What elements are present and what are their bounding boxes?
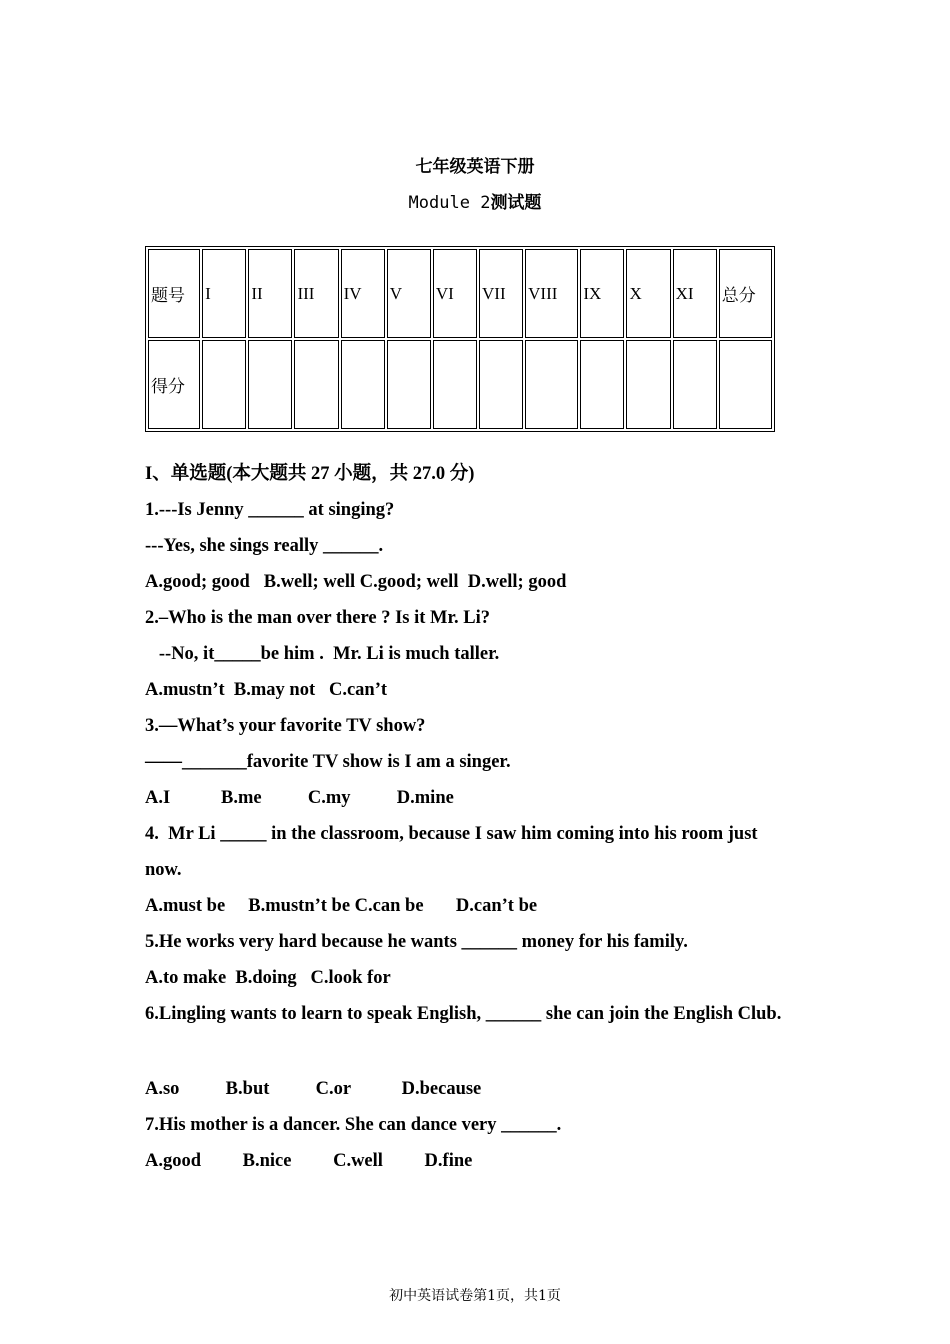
- subtitle-suffix: 测试题: [490, 193, 542, 213]
- question-line: 2.–Who is the man over there ? Is it Mr. Li?: [145, 608, 490, 628]
- score-input-cell[interactable]: [479, 340, 523, 429]
- question-line: 7.His mother is a dancer. She can dance very ______.: [145, 1115, 562, 1135]
- question-line: 4. Mr Li _____ in the classroom, because I saw him coming into his room just: [145, 824, 758, 844]
- question-line: 5.He works very hard because he wants ______ money for his family.: [145, 932, 688, 952]
- score-input-cell[interactable]: [719, 340, 772, 429]
- answer-options: A.I B.me C.my D.mine: [145, 788, 454, 808]
- page-footer: 初中英语试卷第1页，共1页: [389, 1288, 561, 1304]
- question-line: 6.Lingling wants to learn to speak English, ______ she can join the English Club.: [145, 1004, 782, 1024]
- answer-options: A.to make B.doing C.look for: [145, 968, 391, 988]
- score-input-cell[interactable]: [248, 340, 292, 429]
- section-cell: III: [294, 249, 338, 338]
- score-input-cell[interactable]: [294, 340, 338, 429]
- answer-options: A.must be B.mustn’t be C.can be D.can’t be: [145, 896, 538, 916]
- module-label: Module 2: [408, 193, 491, 213]
- question-line: ---Yes, she sings really ______.: [145, 536, 384, 556]
- header-label-cell: 题号: [148, 249, 200, 338]
- score-input-cell[interactable]: [626, 340, 670, 429]
- answer-options: A.good; good B.well; well C.good; well D.well; good: [145, 572, 567, 592]
- answer-options: A.good B.nice C.well D.fine: [145, 1151, 473, 1171]
- section-cell: IX: [580, 249, 624, 338]
- score-input-cell[interactable]: [433, 340, 477, 429]
- score-table: [145, 246, 775, 432]
- score-value-row: [148, 340, 772, 429]
- spacer: [145, 1032, 825, 1071]
- section-cell: VIII: [525, 249, 578, 338]
- score-input-cell[interactable]: [673, 340, 717, 429]
- section-cell: I: [202, 249, 246, 338]
- question-line: ——_______favorite TV show is I am a singer.: [145, 752, 511, 772]
- score-header-row: [148, 249, 772, 338]
- page-subtitle: [0, 188, 950, 213]
- question-line: --No, it_____be him . Mr. Li is much taller.: [145, 644, 500, 664]
- question-line: 1.---Is Jenny ______ at singing?: [145, 500, 395, 520]
- section-cell: V: [387, 249, 431, 338]
- score-input-cell[interactable]: [202, 340, 246, 429]
- score-input-cell[interactable]: [580, 340, 624, 429]
- score-input-cell[interactable]: [387, 340, 431, 429]
- score-input-cell[interactable]: [525, 340, 578, 429]
- section-heading: I、单选题(本大题共 27 小题，共 27.0 分): [145, 464, 475, 484]
- section-cell: X: [626, 249, 670, 338]
- question-line: 3.—What’s your favorite TV show?: [145, 716, 426, 736]
- section-cell: II: [248, 249, 292, 338]
- score-input-cell[interactable]: [341, 340, 385, 429]
- total-label-cell: 总分: [719, 249, 772, 338]
- section-cell: VI: [433, 249, 477, 338]
- section-cell: IV: [341, 249, 385, 338]
- section-cell: XI: [673, 249, 717, 338]
- page-title: 七年级英语下册: [415, 157, 535, 177]
- question-body: [145, 456, 825, 1179]
- question-line: now.: [145, 860, 182, 880]
- answer-options: A.mustn’t B.may not C.can’t: [145, 680, 388, 700]
- section-cell: VII: [479, 249, 523, 338]
- score-label-cell: 得分: [148, 340, 200, 429]
- answer-options: A.so B.but C.or D.because: [145, 1079, 482, 1099]
